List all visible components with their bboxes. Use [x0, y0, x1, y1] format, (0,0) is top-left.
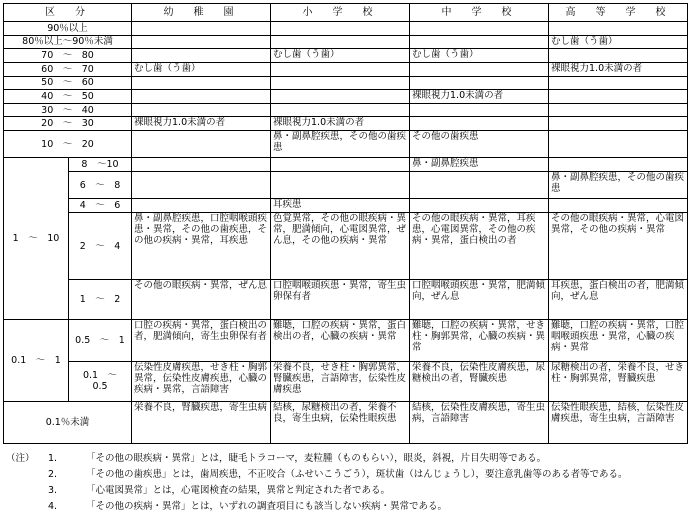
cell-high-school: 伝染性眼疾患，結核，伝染性皮膚疾患，寄生虫病，言語障害	[549, 401, 688, 443]
table-row	[4, 35, 688, 49]
cell-elementary: 裸眼視力1.0未満の者	[271, 117, 410, 131]
cell-junior-high: その他の歯疾患	[410, 131, 549, 158]
cell-kindergarten	[132, 90, 271, 104]
footnote-text: 「その他の疾病・異常」とは，いずれの調査項目にも該当しない疾病・異常である。	[86, 501, 448, 512]
footnote-text: 「心電図異常」とは，心電図検査の結果，異常と判定された者である。	[86, 485, 391, 496]
cell-junior-high: むし歯（う歯）	[410, 49, 549, 63]
cell-high-school: 難聴，口腔の疾病・異常，口腔咽喉頭疾患・異常，心臓の疾病・異常	[549, 320, 688, 362]
row-label: 20 ～ 30	[4, 117, 132, 131]
header-high-school: 高 等 学 校	[549, 4, 688, 22]
row-label: 50 ～ 60	[4, 76, 132, 90]
cell-elementary: 耳疾患	[271, 199, 410, 213]
footnote-number: 2.	[48, 469, 58, 480]
cell-kindergarten: 口腔の疾病・異常，蛋白検出の者，肥満傾向，寄生虫卵保有者	[132, 320, 271, 362]
footnote-text: 「その他の歯疾患」とは，歯周疾患，不正咬合（ふせいこうごう），斑状歯（はんじょうし），要注意乳歯等のある者等である。	[86, 469, 628, 480]
notes-prefix: （注）	[6, 453, 35, 464]
cell-elementary	[271, 172, 410, 199]
row-label: 90％以上	[4, 22, 132, 36]
footnote-number: 1.	[48, 453, 58, 464]
row-label: 0.5 ～ 1	[69, 320, 132, 362]
table-row	[4, 103, 688, 117]
cell-high-school: むし歯（う歯）	[549, 35, 688, 49]
group-label: 0.1 ～ 1	[4, 320, 69, 402]
row-label: 40 ～ 50	[4, 90, 132, 104]
row-label: 1 ～ 2	[69, 280, 132, 320]
row-label: 6 ～ 8	[69, 172, 132, 199]
cell-elementary	[271, 90, 410, 104]
cell-junior-high	[410, 76, 549, 90]
table-row	[4, 401, 688, 443]
header-junior-high: 中 学 校	[410, 4, 549, 22]
cell-high-school: 裸眼視力1.0未満の者	[549, 62, 688, 76]
row-label: 0.1％未満	[4, 401, 132, 443]
cell-kindergarten	[132, 131, 271, 158]
cell-kindergarten	[132, 158, 271, 172]
cell-elementary	[271, 35, 410, 49]
cell-high-school	[549, 103, 688, 117]
header-kubun: 区 分	[4, 4, 132, 22]
table-row	[4, 199, 688, 213]
row-label: 60 ～ 70	[4, 62, 132, 76]
cell-kindergarten	[132, 76, 271, 90]
cell-junior-high	[410, 199, 549, 213]
cell-elementary: 結核，尿糖検出の者，栄養不良，寄生虫病，伝染性眼疾患	[271, 401, 410, 443]
table-row	[4, 320, 688, 362]
table-row	[4, 49, 688, 63]
footnotes	[6, 451, 686, 515]
cell-kindergarten	[132, 199, 271, 213]
row-label: 30 ～ 40	[4, 103, 132, 117]
cell-high-school	[549, 90, 688, 104]
row-label: 0.1 ～ 0.5	[69, 362, 132, 402]
cell-junior-high	[410, 62, 549, 76]
header-kindergarten: 幼 稚 園	[132, 4, 271, 22]
table-row	[4, 172, 688, 199]
cell-elementary	[271, 62, 410, 76]
row-label: 2 ～ 4	[69, 212, 132, 279]
cell-high-school: 鼻・副鼻腔疾患，その他の歯疾患	[549, 172, 688, 199]
cell-junior-high: 口腔咽喉頭疾患・異常，肥満傾向，ぜん息	[410, 280, 549, 320]
cell-kindergarten: その他の眼疾病・異常，ぜん息	[132, 280, 271, 320]
cell-junior-high: 鼻・副鼻腔疾患	[410, 158, 549, 172]
row-label: 8 ～10	[69, 158, 132, 172]
cell-junior-high: その他の眼疾病・異常，耳疾患，心電図異常，その他の疾病・異常，蛋白検出の者	[410, 212, 549, 279]
cell-junior-high	[410, 117, 549, 131]
footnote-item	[6, 451, 686, 467]
cell-high-school	[549, 76, 688, 90]
row-label: 70 ～ 80	[4, 49, 132, 63]
cell-high-school	[549, 158, 688, 172]
cell-junior-high: 難聴，口腔の疾病・異常，せき柱・胸郭異常，心臓の疾病・異常	[410, 320, 549, 362]
table-row	[4, 22, 688, 36]
cell-elementary: 栄養不良，せき柱・胸郭異常，腎臓疾患，言語障害，伝染性皮膚疾患	[271, 362, 410, 402]
cell-kindergarten: むし歯（う歯）	[132, 62, 271, 76]
cell-elementary: 鼻・副鼻腔疾患，その他の歯疾患	[271, 131, 410, 158]
cell-kindergarten	[132, 49, 271, 63]
cell-high-school	[549, 49, 688, 63]
table-row	[4, 212, 688, 279]
cell-kindergarten	[132, 22, 271, 36]
cell-kindergarten: 鼻・副鼻腔疾患，口腔咽喉頭疾患・異常，その他の歯疾患，その他の疾病・異常，耳疾患	[132, 212, 271, 279]
footnote-number: 3.	[48, 485, 58, 496]
cell-high-school: その他の眼疾病・異常，心電図異常，その他の疾病・異常	[549, 212, 688, 279]
footnote-item	[6, 499, 686, 515]
disease-prevalence-table	[3, 3, 688, 444]
cell-elementary: 口腔咽喉頭疾患・異常，寄生虫卵保有者	[271, 280, 410, 320]
footnote-text: 「その他の眼疾病・異常」とは，睫毛トラコーマ，麦粒腫（ものもらい），眼炎，斜視，片目失明等である。	[86, 453, 547, 464]
cell-kindergarten: 裸眼視力1.0未満の者	[132, 117, 271, 131]
table-row	[4, 131, 688, 158]
cell-elementary	[271, 76, 410, 90]
cell-junior-high: 裸眼視力1.0未満の者	[410, 90, 549, 104]
cell-kindergarten	[132, 35, 271, 49]
table-row	[4, 158, 688, 172]
cell-elementary: むし歯（う歯）	[271, 49, 410, 63]
cell-elementary: 色覚異常，その他の眼疾病・異常，肥満傾向，心電図異常，ぜん息，その他の疾病・異常	[271, 212, 410, 279]
row-label: 10 ～ 20	[4, 131, 132, 158]
cell-junior-high	[410, 22, 549, 36]
cell-high-school	[549, 199, 688, 213]
cell-kindergarten: 栄養不良，腎臓疾患，寄生虫病	[132, 401, 271, 443]
cell-high-school: 尿糖検出の者，栄養不良，せき柱・胸郭異常，腎臓疾患	[549, 362, 688, 402]
header-elementary: 小 学 校	[271, 4, 410, 22]
cell-elementary: 難聴，口腔の疾病・異常，蛋白検出の者，心臓の疾病・異常	[271, 320, 410, 362]
cell-high-school	[549, 22, 688, 36]
cell-junior-high: 結核，伝染性皮膚疾患，寄生虫病，言語障害	[410, 401, 549, 443]
cell-high-school	[549, 117, 688, 131]
table-row	[4, 90, 688, 104]
footnote-item	[6, 483, 686, 499]
row-label: 4 ～ 6	[69, 199, 132, 213]
cell-junior-high	[410, 103, 549, 117]
cell-junior-high	[410, 35, 549, 49]
cell-elementary	[271, 22, 410, 36]
cell-elementary	[271, 158, 410, 172]
row-label: 80％以上～90％未満	[4, 35, 132, 49]
cell-high-school	[549, 131, 688, 158]
table-row	[4, 117, 688, 131]
cell-junior-high: 栄養不良，伝染性皮膚疾患，尿糖検出の者，腎臓疾患	[410, 362, 549, 402]
cell-kindergarten	[132, 172, 271, 199]
group-label: 1 ～ 10	[4, 158, 69, 320]
table-row	[4, 62, 688, 76]
cell-high-school: 耳疾患，蛋白検出の者，肥満傾向，ぜん息	[549, 280, 688, 320]
footnote-item	[6, 467, 686, 483]
footnote-number: 4.	[48, 501, 58, 512]
cell-elementary	[271, 103, 410, 117]
table-row	[4, 280, 688, 320]
cell-kindergarten	[132, 103, 271, 117]
cell-kindergarten: 伝染性皮膚疾患，せき柱・胸郭異常，伝染性皮膚疾患，心臓の疾病・異常，言語障害	[132, 362, 271, 402]
table-row	[4, 362, 688, 402]
table-row	[4, 76, 688, 90]
cell-junior-high	[410, 172, 549, 199]
